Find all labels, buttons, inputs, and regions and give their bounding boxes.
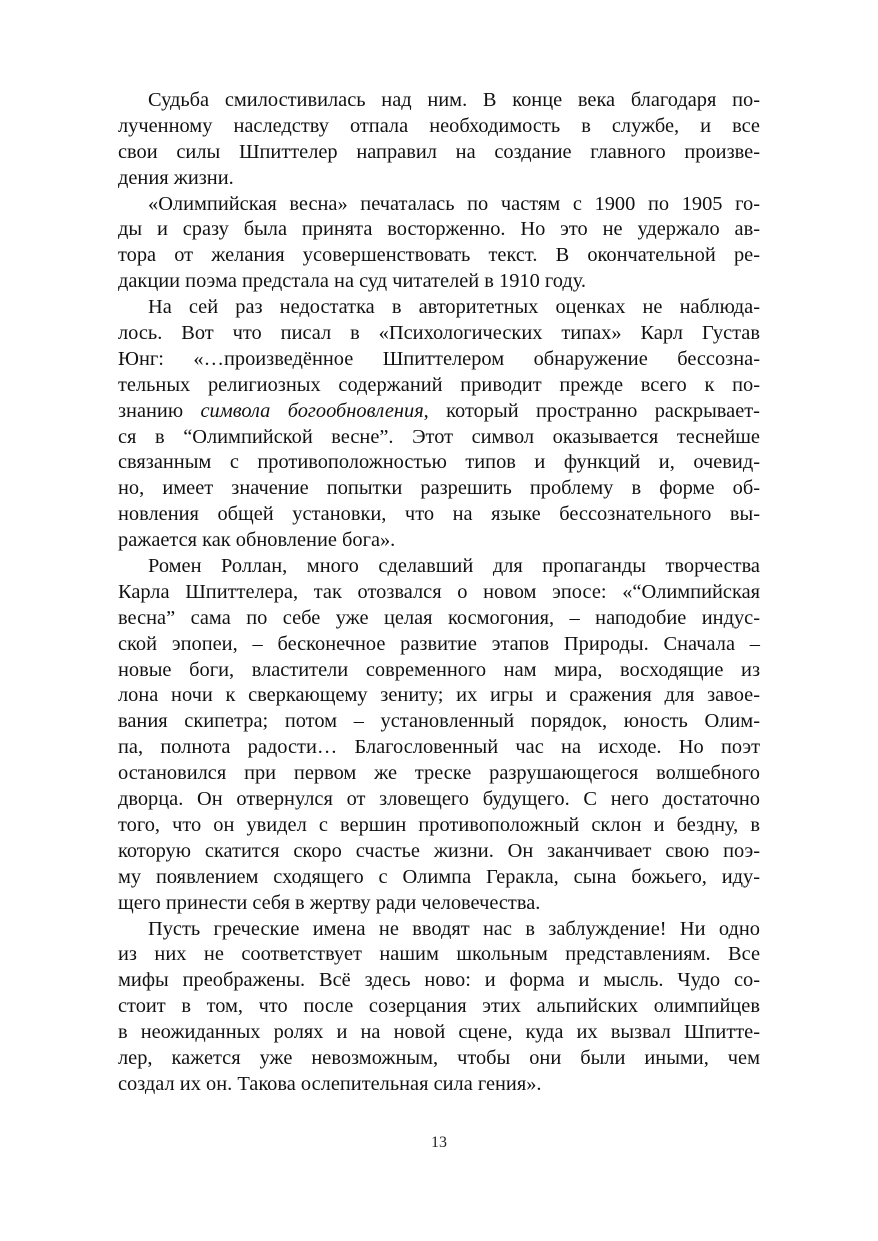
text-segment: , который пространно раскрывает- bbox=[423, 399, 760, 422]
text-line: того, что он увидел с вершин противоположный склон и бездну, в bbox=[118, 813, 760, 836]
text-line: в неожиданных ролях и на новой сцене, куда их вызвал Шпитте- bbox=[118, 1021, 760, 1044]
text-line: щего принести себя в жертву ради человечества. bbox=[118, 891, 541, 914]
text-line: остановился при первом же треске разрушающегося волшебного bbox=[118, 762, 760, 785]
body-text bbox=[118, 88, 760, 1098]
text-line: новления общей установки, что на языке бессознательного вы- bbox=[118, 503, 760, 526]
text-line: тельных религиозных содержаний приводит прежде всего к по- bbox=[118, 373, 760, 396]
text-line: ражается как обновление бога». bbox=[118, 529, 396, 552]
text-line: «Олимпийская весна» печаталась по частям с 1900 по 1905 го- bbox=[148, 192, 760, 215]
paragraph bbox=[118, 917, 760, 1098]
paragraph bbox=[118, 295, 760, 554]
text-line: Пусть греческие имена не вводят нас в заблуждение! Ни одно bbox=[148, 917, 760, 940]
text-line: Судьба смилостивилась над ним. В конце века благодаря по- bbox=[148, 89, 760, 111]
italic-term: символа богообновления bbox=[200, 399, 424, 422]
text-line: На сей раз недостатка в авторитетных оценках не наблюда- bbox=[148, 296, 760, 319]
text-line: дения жизни. bbox=[118, 166, 234, 189]
paragraph bbox=[118, 554, 760, 916]
text-line: которую скатится скоро счастье жизни. Он заканчивает свою поэ- bbox=[118, 839, 760, 862]
text-line bbox=[118, 399, 760, 425]
text-line: вания скипетра; потом – установленный порядок, юность Олим- bbox=[118, 710, 760, 733]
text-line: дакции поэма предстала на суд читателей в 1910 году. bbox=[118, 270, 586, 293]
page-number: 13 bbox=[431, 1134, 447, 1151]
text-line: лона ночи к сверкающему зениту; их игры и сражения для завое- bbox=[118, 684, 760, 707]
text-line: тора от желания усовершенствовать текст. В окончательной ре- bbox=[118, 244, 760, 267]
text-line: мифы преображены. Всё здесь ново: и форма и мысль. Чудо со- bbox=[118, 969, 760, 992]
text-line: дворца. Он отвернулся от зловещего будущего. С него достаточно bbox=[118, 788, 760, 811]
text-line: из них не соответствует нашим школьным представлениям. Все bbox=[118, 943, 760, 966]
text-line: ды и сразу была принята восторженно. Но это не удержало ав- bbox=[118, 218, 760, 241]
text-line: лось. Вот что писал в «Психологических типах» Карл Густав bbox=[118, 322, 760, 345]
text-line: ся в “Олимпийской весне”. Этот символ оказывается теснейше bbox=[118, 425, 760, 448]
text-line: лер, кажется уже невозможным, чтобы они были иными, чем bbox=[118, 1046, 760, 1069]
text-line: новые боги, властители современного нам мира, восходящие из bbox=[118, 658, 760, 681]
text-line: Ромен Роллан, много сделавший для пропаганды творчества bbox=[148, 555, 760, 578]
text-line: лученному наследству отпала необходимость в службе, и все bbox=[118, 114, 760, 137]
text-line: па, полнота радости… Благословенный час на исходе. Но поэт bbox=[118, 736, 760, 759]
text-line: Карла Шпиттелера, так отозвался о новом эпосе: «“Олимпийская bbox=[118, 580, 760, 603]
paragraph bbox=[118, 88, 760, 192]
text-line: му появлением сходящего с Олимпа Геракла, сына божьего, иду- bbox=[118, 865, 760, 888]
paragraph bbox=[118, 192, 760, 296]
text-line: стоит в том, что после созерцания этих альпийских олимпийцев bbox=[118, 995, 760, 1018]
text-line: но, имеет значение попытки разрешить проблему в форме об- bbox=[118, 477, 760, 500]
text-segment: знанию bbox=[118, 399, 201, 422]
text-line: Юнг: «…произведённое Шпиттелером обнаружение бессозна- bbox=[118, 347, 760, 370]
text-line: ской эпопеи, – бесконечное развитие этапов Природы. Сначала – bbox=[118, 632, 760, 655]
text-line: свои силы Шпиттелер направил на создание главного произве- bbox=[118, 140, 760, 163]
text-line: создал их он. Такова ослепительная сила гения». bbox=[118, 1072, 542, 1095]
text-line: связанным с противоположностью типов и функций и, очевид- bbox=[118, 451, 760, 474]
text-line: весна” сама по себе уже целая космогония, – наподобие индус- bbox=[118, 606, 760, 629]
